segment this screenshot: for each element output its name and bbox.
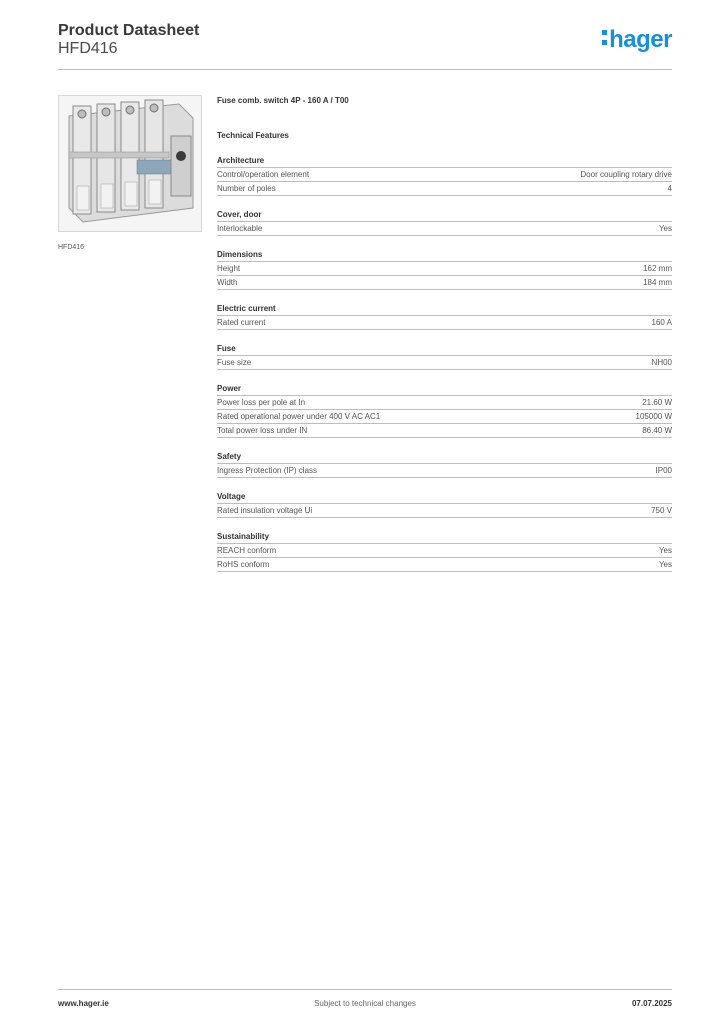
product-reference: HFD416 [58, 40, 118, 57]
feature-section [217, 343, 672, 370]
feature-row [217, 504, 672, 518]
feature-row [217, 222, 672, 236]
logo-colon-icon [602, 30, 607, 45]
section-title: Voltage [217, 491, 672, 504]
feature-label: Fuse size [217, 358, 252, 367]
feature-label: Width [217, 278, 238, 287]
feature-label: REACH conform [217, 546, 277, 555]
feature-label: Power loss per pole at In [217, 398, 306, 407]
feature-section [217, 155, 672, 196]
feature-value: 21.60 W [642, 398, 672, 407]
feature-row [217, 396, 672, 410]
feature-value: 4 [667, 184, 672, 193]
fuse-switch-illustration [59, 96, 201, 231]
feature-label: Interlockable [217, 224, 263, 233]
feature-row [217, 410, 672, 424]
feature-label: Ingress Protection (IP) class [217, 466, 318, 475]
feature-row [217, 558, 672, 572]
section-title: Electric current [217, 303, 672, 316]
image-caption: HFD416 [58, 244, 85, 251]
feature-label: Rated current [217, 318, 266, 327]
feature-value: 750 V [651, 506, 672, 515]
feature-value: 160 A [651, 318, 672, 327]
feature-row [217, 424, 672, 438]
feature-value: 162 mm [643, 264, 672, 273]
feature-value: 105000 W [635, 412, 672, 421]
footer-website: www.hager.ie [58, 999, 109, 1008]
feature-label: Total power loss under IN [217, 426, 308, 435]
feature-value: Yes [658, 560, 672, 569]
section-title: Sustainability [217, 531, 672, 544]
page-header [58, 20, 672, 70]
feature-value: NH00 [651, 358, 672, 367]
feature-row [217, 168, 672, 182]
footer-date: 07.07.2025 [631, 999, 672, 1008]
hager-logo [602, 26, 672, 54]
feature-section [217, 303, 672, 330]
feature-section [217, 451, 672, 478]
section-title: Power [217, 383, 672, 396]
feature-row [217, 464, 672, 478]
feature-label: Number of poles [217, 184, 276, 193]
product-image [58, 95, 202, 232]
feature-section [217, 249, 672, 290]
product-name: Fuse comb. switch 4P - 160 A / T00 [217, 96, 349, 105]
feature-label: Rated insulation voltage Ui [217, 506, 313, 515]
logo-text: hager [609, 26, 672, 53]
feature-row [217, 262, 672, 276]
technical-content [217, 95, 672, 572]
feature-section [217, 531, 672, 572]
features-heading: Technical Features [217, 131, 289, 140]
feature-row [217, 182, 672, 196]
section-title: Cover, door [217, 209, 672, 222]
document-title: Product Datasheet [58, 22, 200, 39]
feature-label: Height [217, 264, 241, 273]
feature-row [217, 316, 672, 330]
footer-note: Subject to technical changes [314, 999, 416, 1008]
page-footer [58, 989, 672, 1013]
feature-section [217, 491, 672, 518]
feature-row [217, 356, 672, 370]
feature-section [217, 383, 672, 438]
feature-value: IP00 [655, 466, 672, 475]
feature-value: Yes [658, 546, 672, 555]
feature-value: Yes [658, 224, 672, 233]
feature-section [217, 209, 672, 236]
section-title: Architecture [217, 155, 672, 168]
feature-value: 86.40 W [642, 426, 672, 435]
feature-row [217, 544, 672, 558]
feature-label: RoHS conform [217, 560, 270, 569]
section-title: Safety [217, 451, 672, 464]
section-title: Fuse [217, 343, 672, 356]
section-title: Dimensions [217, 249, 672, 262]
feature-sections [217, 155, 672, 572]
feature-value: 184 mm [643, 278, 672, 287]
feature-label: Control/operation element [217, 170, 310, 179]
feature-label: Rated operational power under 400 V AC AC1 [217, 412, 381, 421]
feature-row [217, 276, 672, 290]
feature-value: Door coupling rotary drive [580, 170, 672, 179]
